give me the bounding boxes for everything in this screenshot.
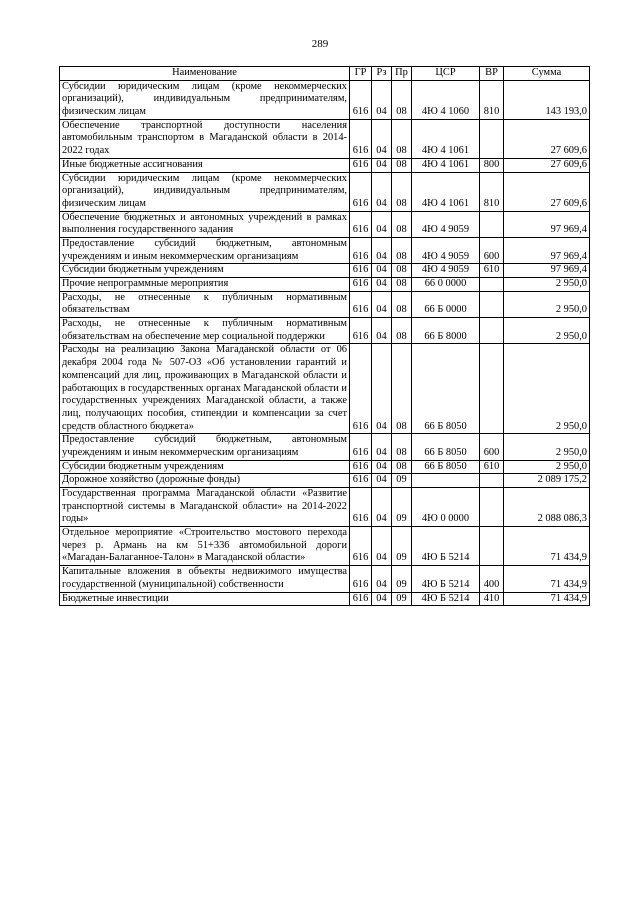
cell-gr: 616 bbox=[350, 237, 372, 263]
table-row bbox=[60, 434, 590, 460]
cell-rz: 04 bbox=[372, 460, 392, 474]
cell-pr: 08 bbox=[392, 211, 412, 237]
cell-vr: 610 bbox=[480, 460, 504, 474]
cell-name: Обеспечение бюджетных и автономных учреждений в рамках выполнения государственного задания bbox=[60, 211, 350, 237]
cell-gr: 616 bbox=[350, 264, 372, 278]
cell-sum: 143 193,0 bbox=[504, 80, 590, 119]
cell-name: Бюджетные инвестиции bbox=[60, 592, 350, 606]
table-row bbox=[60, 318, 590, 344]
cell-gr: 616 bbox=[350, 158, 372, 172]
cell-csr: 66 0 0000 bbox=[412, 278, 480, 292]
page-number: 289 bbox=[311, 38, 329, 50]
table-row bbox=[60, 592, 590, 606]
cell-rz: 04 bbox=[372, 474, 392, 488]
cell-vr: 810 bbox=[480, 80, 504, 119]
cell-gr: 616 bbox=[350, 119, 372, 158]
header-pr: Пр bbox=[392, 67, 412, 81]
cell-pr: 09 bbox=[392, 488, 412, 527]
header-rz: Рз bbox=[372, 67, 392, 81]
cell-pr: 08 bbox=[392, 344, 412, 434]
table-row bbox=[60, 291, 590, 317]
cell-csr: 4Ю Б 5214 bbox=[412, 527, 480, 566]
header-vr: ВР bbox=[480, 67, 504, 81]
cell-rz: 04 bbox=[372, 172, 392, 211]
cell-sum: 2 950,0 bbox=[504, 344, 590, 434]
table-row bbox=[60, 566, 590, 592]
cell-gr: 616 bbox=[350, 566, 372, 592]
cell-name: Субсидии юридическим лицам (кроме некоммерческих организаций), индивидуальным предпринимателям, физическим лицам bbox=[60, 80, 350, 119]
cell-vr bbox=[480, 211, 504, 237]
budget-table bbox=[59, 66, 590, 606]
cell-pr: 08 bbox=[392, 460, 412, 474]
cell-gr: 616 bbox=[350, 527, 372, 566]
cell-pr: 08 bbox=[392, 119, 412, 158]
cell-pr: 09 bbox=[392, 566, 412, 592]
cell-csr: 66 Б 8050 bbox=[412, 434, 480, 460]
cell-sum: 2 950,0 bbox=[504, 434, 590, 460]
cell-csr: 4Ю Б 5214 bbox=[412, 566, 480, 592]
cell-csr: 4Ю 4 1061 bbox=[412, 172, 480, 211]
table-row bbox=[60, 211, 590, 237]
cell-name: Прочие непрограммные мероприятия bbox=[60, 278, 350, 292]
cell-gr: 616 bbox=[350, 172, 372, 211]
cell-rz: 04 bbox=[372, 158, 392, 172]
cell-name: Капитальные вложения в объекты недвижимого имущества государственной (муниципальной) собственности bbox=[60, 566, 350, 592]
cell-pr: 08 bbox=[392, 434, 412, 460]
cell-name: Обеспечение транспортной доступности населения автомобильным транспортом в Магаданской области в 2014-2022 годах bbox=[60, 119, 350, 158]
cell-pr: 08 bbox=[392, 264, 412, 278]
cell-gr: 616 bbox=[350, 434, 372, 460]
cell-pr: 09 bbox=[392, 527, 412, 566]
cell-vr bbox=[480, 291, 504, 317]
cell-sum: 71 434,9 bbox=[504, 566, 590, 592]
cell-pr: 09 bbox=[392, 592, 412, 606]
cell-pr: 08 bbox=[392, 318, 412, 344]
cell-csr: 66 Б 8000 bbox=[412, 318, 480, 344]
cell-csr: 4Ю 4 9059 bbox=[412, 237, 480, 263]
cell-rz: 04 bbox=[372, 527, 392, 566]
cell-sum: 2 089 175,2 bbox=[504, 474, 590, 488]
cell-vr: 410 bbox=[480, 592, 504, 606]
header-sum: Сумма bbox=[504, 67, 590, 81]
table-row bbox=[60, 237, 590, 263]
cell-csr: 4Ю 0 0000 bbox=[412, 488, 480, 527]
table-row bbox=[60, 278, 590, 292]
cell-name: Субсидии бюджетным учреждениям bbox=[60, 264, 350, 278]
cell-rz: 04 bbox=[372, 119, 392, 158]
cell-gr: 616 bbox=[350, 460, 372, 474]
cell-gr: 616 bbox=[350, 592, 372, 606]
cell-sum: 71 434,9 bbox=[504, 592, 590, 606]
cell-rz: 04 bbox=[372, 318, 392, 344]
cell-name: Расходы, не отнесенные к публичным нормативным обязательствам bbox=[60, 291, 350, 317]
cell-sum: 2 088 086,3 bbox=[504, 488, 590, 527]
table-row bbox=[60, 474, 590, 488]
cell-pr: 08 bbox=[392, 291, 412, 317]
cell-vr bbox=[480, 344, 504, 434]
cell-vr: 610 bbox=[480, 264, 504, 278]
table-row bbox=[60, 344, 590, 434]
cell-gr: 616 bbox=[350, 278, 372, 292]
cell-name: Государственная программа Магаданской области «Развитие транспортной системы в Магаданской области» на 2014-2022 годы» bbox=[60, 488, 350, 527]
cell-sum: 27 609,6 bbox=[504, 172, 590, 211]
cell-sum: 2 950,0 bbox=[504, 318, 590, 344]
cell-sum: 2 950,0 bbox=[504, 291, 590, 317]
cell-name: Субсидии юридическим лицам (кроме некоммерческих организаций), индивидуальным предпринимателям, физическим лицам bbox=[60, 172, 350, 211]
cell-rz: 04 bbox=[372, 264, 392, 278]
header-gr: ГР bbox=[350, 67, 372, 81]
cell-gr: 616 bbox=[350, 211, 372, 237]
cell-name: Предоставление субсидий бюджетным, автономным учреждениям и иным некоммерческим организациям bbox=[60, 237, 350, 263]
table-row bbox=[60, 460, 590, 474]
cell-name: Дорожное хозяйство (дорожные фонды) bbox=[60, 474, 350, 488]
cell-rz: 04 bbox=[372, 237, 392, 263]
cell-vr: 600 bbox=[480, 434, 504, 460]
table-row bbox=[60, 172, 590, 211]
cell-csr: 4Ю 4 9059 bbox=[412, 211, 480, 237]
cell-rz: 04 bbox=[372, 291, 392, 317]
cell-csr: 4Ю 4 1061 bbox=[412, 158, 480, 172]
cell-gr: 616 bbox=[350, 488, 372, 527]
cell-pr: 08 bbox=[392, 158, 412, 172]
table-row bbox=[60, 488, 590, 527]
cell-gr: 616 bbox=[350, 291, 372, 317]
cell-name: Предоставление субсидий бюджетным, автономным учреждениям и иным некоммерческим организациям bbox=[60, 434, 350, 460]
cell-gr: 616 bbox=[350, 474, 372, 488]
cell-name: Субсидии бюджетным учреждениям bbox=[60, 460, 350, 474]
cell-csr: 66 Б 8050 bbox=[412, 344, 480, 434]
cell-csr: 66 Б 0000 bbox=[412, 291, 480, 317]
cell-sum: 2 950,0 bbox=[504, 278, 590, 292]
cell-rz: 04 bbox=[372, 488, 392, 527]
table-row bbox=[60, 527, 590, 566]
cell-vr: 810 bbox=[480, 172, 504, 211]
table-row bbox=[60, 119, 590, 158]
cell-csr: 4Ю 4 9059 bbox=[412, 264, 480, 278]
cell-sum: 97 969,4 bbox=[504, 211, 590, 237]
cell-name: Отдельное мероприятие «Строительство мостового перехода через р. Армань на км 51+336 автомобильной дороги «Магадан-Балаганное-Талон» в Магаданской области» bbox=[60, 527, 350, 566]
cell-csr: 4Ю Б 5214 bbox=[412, 592, 480, 606]
cell-pr: 08 bbox=[392, 172, 412, 211]
cell-gr: 616 bbox=[350, 344, 372, 434]
cell-vr bbox=[480, 318, 504, 344]
cell-sum: 27 609,6 bbox=[504, 158, 590, 172]
cell-rz: 04 bbox=[372, 80, 392, 119]
cell-name: Расходы на реализацию Закона Магаданской области от 06 декабря 2004 года № 507-ОЗ «Об установлении гарантий и компенсаций для лиц, проживающих в Магаданской области и работающих в государственных органах Магаданской области и государственных учреждениях Магаданской области, а также лиц, получающих пособия, стипендии и компенсации за счет средств областного бюджета» bbox=[60, 344, 350, 434]
cell-gr: 616 bbox=[350, 80, 372, 119]
cell-vr bbox=[480, 488, 504, 527]
cell-sum: 27 609,6 bbox=[504, 119, 590, 158]
cell-name: Иные бюджетные ассигнования bbox=[60, 158, 350, 172]
table-row bbox=[60, 80, 590, 119]
cell-rz: 04 bbox=[372, 278, 392, 292]
cell-gr: 616 bbox=[350, 318, 372, 344]
cell-pr: 08 bbox=[392, 278, 412, 292]
cell-vr bbox=[480, 527, 504, 566]
cell-rz: 04 bbox=[372, 434, 392, 460]
cell-name: Расходы, не отнесенные к публичным нормативным обязательствам на обеспечение мер социальной поддержки bbox=[60, 318, 350, 344]
cell-csr: 66 Б 8050 bbox=[412, 460, 480, 474]
cell-vr: 400 bbox=[480, 566, 504, 592]
cell-sum: 2 950,0 bbox=[504, 460, 590, 474]
cell-vr bbox=[480, 278, 504, 292]
cell-vr: 800 bbox=[480, 158, 504, 172]
header-csr: ЦСР bbox=[412, 67, 480, 81]
cell-vr bbox=[480, 119, 504, 158]
cell-pr: 08 bbox=[392, 237, 412, 263]
cell-csr: 4Ю 4 1060 bbox=[412, 80, 480, 119]
cell-vr bbox=[480, 474, 504, 488]
cell-sum: 97 969,4 bbox=[504, 237, 590, 263]
cell-vr: 600 bbox=[480, 237, 504, 263]
cell-rz: 04 bbox=[372, 566, 392, 592]
cell-rz: 04 bbox=[372, 592, 392, 606]
cell-csr bbox=[412, 474, 480, 488]
table-header-row bbox=[60, 67, 590, 81]
table-row bbox=[60, 264, 590, 278]
cell-pr: 09 bbox=[392, 474, 412, 488]
cell-pr: 08 bbox=[392, 80, 412, 119]
cell-rz: 04 bbox=[372, 344, 392, 434]
cell-sum: 97 969,4 bbox=[504, 264, 590, 278]
cell-csr: 4Ю 4 1061 bbox=[412, 119, 480, 158]
cell-rz: 04 bbox=[372, 211, 392, 237]
cell-sum: 71 434,9 bbox=[504, 527, 590, 566]
table-row bbox=[60, 158, 590, 172]
header-name: Наименование bbox=[60, 67, 350, 81]
